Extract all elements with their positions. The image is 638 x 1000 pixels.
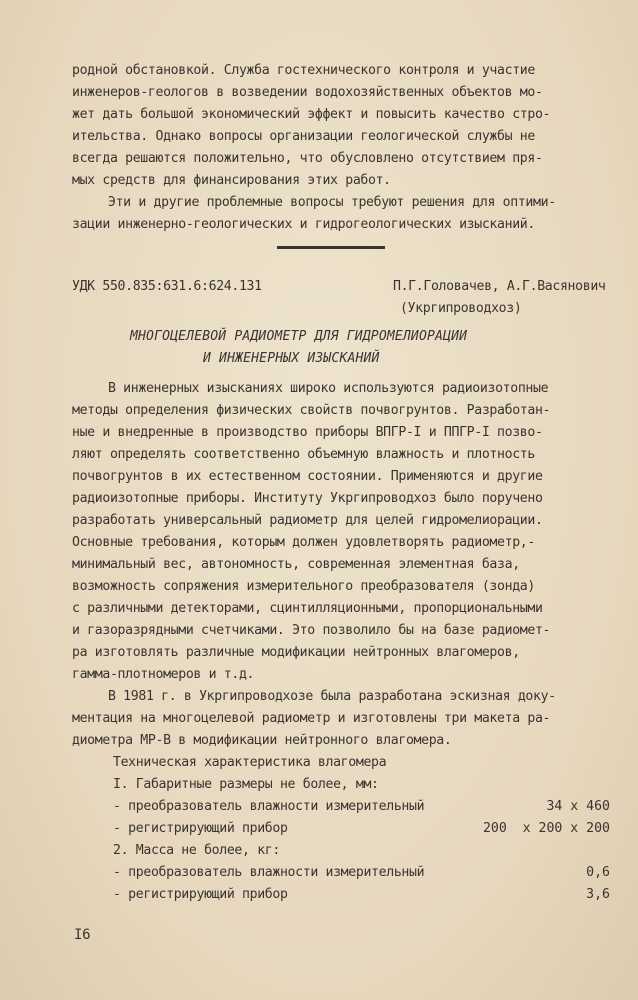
section-divider bbox=[277, 246, 385, 249]
text-line: разработать универсальный радиометр для целей гидромелиорации. bbox=[72, 513, 543, 528]
text-line: жет дать большой экономический эффект и повысить качество стро- bbox=[72, 107, 551, 122]
text-line: В 1981 г. в Укргипроводхозе была разработана эскизная доку- bbox=[108, 689, 556, 704]
spec-label: - регистрирующий прибор bbox=[113, 821, 288, 836]
text-line: ментация на многоцелевой радиометр и изготовлены три макета ра- bbox=[72, 711, 551, 726]
article-title: И ИНЖЕНЕРНЫХ ИЗЫСКАНИЙ bbox=[203, 351, 380, 366]
text-line: почвогрунтов в их естественном состоянии. Применяются и другие bbox=[72, 469, 543, 484]
article-authors: П.Г.Головачев, А.Г.Васянович bbox=[393, 279, 606, 294]
text-line: диометра МР-В в модификации нейтронного влагомера. bbox=[72, 733, 452, 748]
text-line: методы определения физических свойств почвогрунтов. Разработан- bbox=[72, 403, 551, 418]
spec-label: - преобразователь влажности измерительный bbox=[113, 799, 425, 814]
spec-value: 200 х 200 х 200 bbox=[482, 821, 610, 836]
text-line: мых средств для финансирования этих работ. bbox=[72, 173, 391, 188]
text-line: Основные требования, которым должен удовлетворять радиометр,- bbox=[72, 535, 535, 550]
text-line: ные и внедренные в производство приборы ВПГР-I и ППГР-I позво- bbox=[72, 425, 543, 440]
spec-value: 34 х 460 bbox=[546, 799, 610, 814]
spec-label: 2. Масса не более, кг: bbox=[113, 843, 280, 858]
text-line: гамма-плотномеров и т.д. bbox=[72, 667, 255, 682]
spec-value: 3,6 bbox=[586, 887, 610, 902]
text-line: с различными детекторами, сцинтилляционными, пропорциональными bbox=[72, 601, 543, 616]
spec-label: - регистрирующий прибор bbox=[113, 887, 288, 902]
article-title: МНОГОЦЕЛЕВОЙ РАДИОМЕТР ДЛЯ ГИДРОМЕЛИОРАЦИИ bbox=[130, 329, 468, 344]
text-line: зации инженерно-геологических и гидрогеологических изысканий. bbox=[72, 217, 535, 232]
text-line: ляют определять соответственно объемную влажность и плотность bbox=[72, 447, 535, 462]
page-number: I6 bbox=[74, 927, 91, 943]
text-line: инженеров-геологов в возведении водохозяйственных объектов мо- bbox=[72, 85, 543, 100]
spec-label: I. Габаритные размеры не более, мм: bbox=[113, 777, 379, 792]
spec-title: Техническая характеристика влагомера bbox=[113, 755, 387, 770]
text-line: и газоразрядными счетчиками. Это позволило бы на базе радиомет- bbox=[72, 623, 551, 638]
spec-value: 0,6 bbox=[586, 865, 610, 880]
text-line: В инженерных изысканиях широко используются радиоизотопные bbox=[108, 381, 549, 396]
article-organization: (Укргипроводхоз) bbox=[400, 301, 522, 316]
text-line: минимальный вес, автономность, современная элементная база, bbox=[72, 557, 520, 572]
spec-label: - преобразователь влажности измерительный bbox=[113, 865, 425, 880]
text-line: ительства. Однако вопросы организации геологической службы не bbox=[72, 129, 535, 144]
text-line: Эти и другие проблемные вопросы требуют решения для оптими- bbox=[108, 195, 556, 210]
udk-code: УДК 550.835:631.6:624.131 bbox=[72, 279, 262, 294]
text-line: всегда решаются положительно, что обусловлено отсутствием пря- bbox=[72, 151, 543, 166]
text-line: родной обстановкой. Служба гостехнического контроля и участие bbox=[72, 63, 535, 78]
text-line: ра изготовлять различные модификации нейтронных влагомеров, bbox=[72, 645, 520, 660]
text-line: радиоизотопные приборы. Институту Укргипроводхоз было поручено bbox=[72, 491, 543, 506]
text-line: возможность сопряжения измерительного преобразователя (зонда) bbox=[72, 579, 535, 594]
